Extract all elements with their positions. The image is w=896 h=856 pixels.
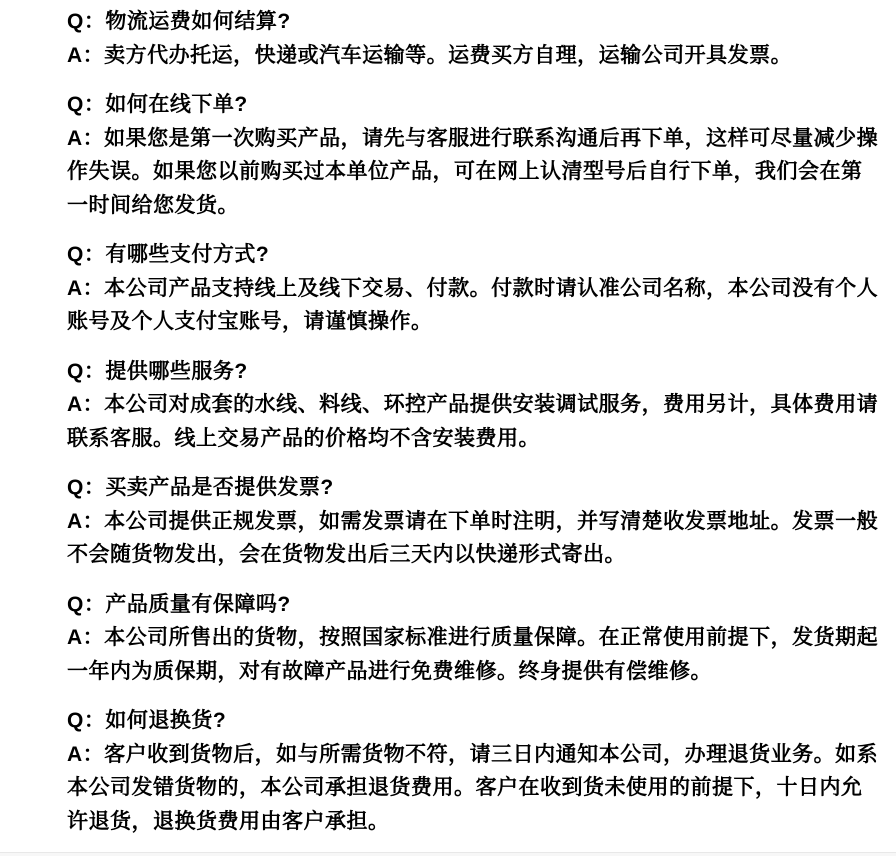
faq-item [67, 355, 880, 456]
faq-item [67, 471, 880, 572]
faq-item [67, 588, 880, 689]
faq-answer: A：本公司对成套的水线、料线、环控产品提供安装调试服务，费用另计，具体费用请联系客服。线上交易产品的价格均不含安装费用。 [67, 393, 879, 450]
faq-document [67, 5, 880, 854]
faq-answer: A：客户收到货物后，如与所需货物不符，请三日内通知本公司，办理退货业务。如系本公司发错货物的，本公司承担退货费用。客户在收到货未使用的前提下，十日内允许退货，退换货费用由客户承担。 [67, 742, 879, 833]
faq-question: Q：如何退换货? [67, 709, 227, 732]
faq-item [67, 5, 880, 72]
faq-question: Q：产品质量有保障吗? [67, 592, 291, 616]
faq-answer: A：本公司所售出的货物，按照国家标准进行质量保障。在正常使用前提下，发货期起一年内为质保期，对有故障产品进行免费维修。终身提供有偿维修。 [67, 626, 879, 683]
faq-question: Q：如何在线下单? [67, 93, 248, 116]
bottom-divider [0, 852, 896, 856]
faq-question: Q：提供哪些服务? [67, 359, 248, 383]
faq-question: Q：买卖产品是否提供发票? [67, 476, 334, 499]
faq-answer: A：如果您是第一次购买产品，请先与客服进行联系沟通后再下单，这样可尽量减少操作失误。如果您以前购买过本单位产品，可在网上认清型号后自行下单，我们会在第一时间给您发货。 [67, 126, 879, 217]
faq-answer: A：卖方代办托运，快递或汽车运输等。运费买方自理，运输公司开具发票。 [67, 43, 793, 67]
faq-question: Q：有哪些支付方式? [67, 243, 270, 266]
faq-answer: A：本公司提供正规发票，如需发票请在下单时注明，并写清楚收发票地址。发票一般不会随货物发出，会在货物发出后三天内以快递形式寄出。 [67, 509, 879, 566]
faq-question: Q：物流运费如何结算? [67, 10, 291, 33]
faq-answer: A：本公司产品支持线上及线下交易、付款。付款时请认准公司名称，本公司没有个人账号及个人支付宝账号，请谨慎操作。 [67, 276, 879, 333]
faq-item [67, 238, 880, 339]
faq-item [67, 88, 880, 222]
faq-item [67, 704, 880, 838]
